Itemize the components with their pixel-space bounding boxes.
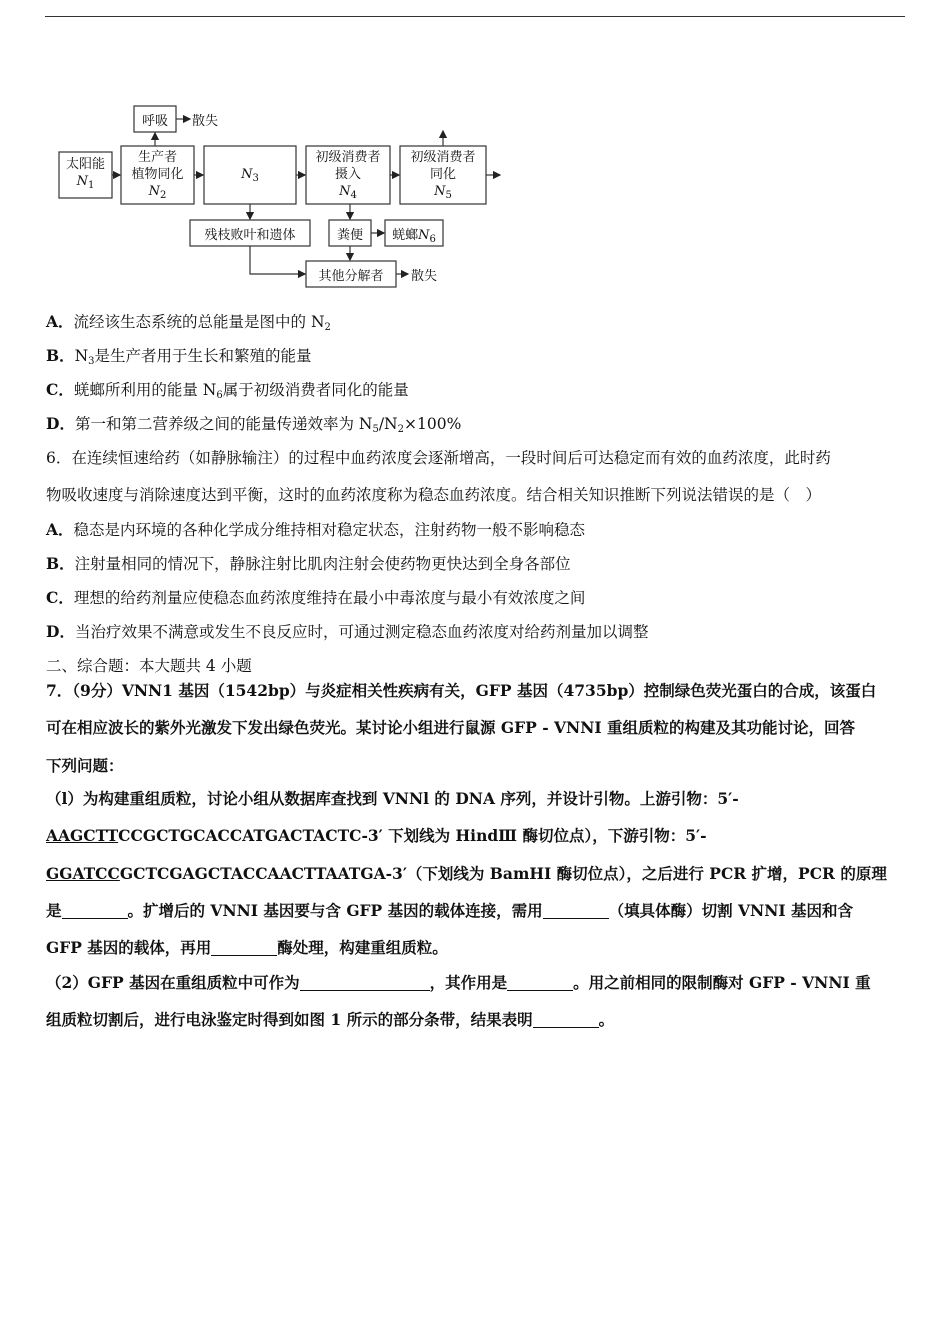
text: （2）GFP 基因在重组质粒中可作为 xyxy=(46,973,300,992)
q7-line-7 xyxy=(46,901,853,921)
dung-beetle-box: 蜣螂$N_6$ xyxy=(392,228,436,245)
answer-blank[interactable] xyxy=(507,974,573,991)
q7-line-6 xyxy=(46,864,887,884)
option-text: 理想的给药剂量应使稳态血药浓度维持在最小中毒浓度与最小有效浓度之间 xyxy=(73,589,586,607)
restriction-site-bamhi: GGATCC xyxy=(46,864,120,883)
text: 。扩增后的 VNNI 基因要与含 GFP 基因的载体连接，需用 xyxy=(127,901,543,920)
assim-box xyxy=(400,149,486,204)
q7-line-2: 可在相应波长的紫外光激发下发出绿色荧光。某讨论小组进行鼠源 GFP - VNNI 重组质粒的构建及其功能讨论，回答 xyxy=(46,718,856,737)
q6-option-c xyxy=(46,588,585,608)
producer-box xyxy=(121,149,194,204)
subscript: 2 xyxy=(397,424,404,435)
text: 是 xyxy=(46,901,62,920)
option-key: C． xyxy=(46,588,74,607)
answer-blank[interactable] xyxy=(533,1011,599,1028)
sun-label: 太阳能 xyxy=(65,157,105,172)
option-text: 属于初级消费者同化的能量 xyxy=(222,381,409,399)
q7-line-3: 下列问题： xyxy=(46,756,124,775)
option-text: 第一和第二营养级之间的能量传递效率为 N xyxy=(74,415,373,433)
option-key: D． xyxy=(46,622,75,641)
text: 。用之前相同的限制酶对 GFP - VNNI 重 xyxy=(573,973,871,992)
q7-line-8 xyxy=(46,938,448,958)
litter-label: 残枝败叶和遗体 xyxy=(204,228,296,243)
option-key: C． xyxy=(46,380,74,399)
respiration-label: 呼吸 xyxy=(141,114,168,129)
header-rule xyxy=(45,16,905,17)
option-text: /N xyxy=(378,415,398,433)
text: ，其作用是 xyxy=(429,973,508,992)
text: GFP 基因的载体，再用 xyxy=(46,938,212,957)
assim-label-2: 同化 xyxy=(429,167,456,182)
q5-option-b xyxy=(46,346,312,372)
q6-option-a xyxy=(46,520,585,540)
q7-line-9 xyxy=(46,973,871,993)
option-text: 蜣螂所利用的能量 N xyxy=(73,381,217,399)
sun-box xyxy=(59,156,112,194)
q5-option-d xyxy=(46,414,461,440)
text: 组质粒切割后，进行电泳鉴定时得到如图 1 所示的部分条带，结果表明 xyxy=(46,1010,533,1029)
subscript: 2 xyxy=(324,322,331,333)
answer-blank[interactable] xyxy=(300,974,430,991)
subscript: 3 xyxy=(88,356,95,367)
option-key: A． xyxy=(46,520,74,539)
q6-option-d xyxy=(46,622,648,642)
assim-label-1: 初级消费者 xyxy=(410,150,476,165)
option-text: 流经该生态系统的总能量是图中的 N xyxy=(73,313,325,331)
option-text: 是生产者用于生长和繁殖的能量 xyxy=(94,347,312,365)
answer-blank[interactable] xyxy=(211,939,277,956)
producer-label-1: 生产者 xyxy=(137,150,177,165)
producer-label-2: 植物同化 xyxy=(131,167,184,182)
subscript: 5 xyxy=(372,424,379,435)
option-key: D． xyxy=(46,414,75,433)
n3-box: $N_3$ xyxy=(241,167,259,184)
restriction-site-hindiii: AAGCTT xyxy=(46,826,119,845)
option-key: B． xyxy=(46,554,75,573)
text: 酶处理，构建重组质粒。 xyxy=(277,938,448,957)
dissipate-label: 散失 xyxy=(192,114,219,129)
intake-label-1: 初级消费者 xyxy=(315,150,381,165)
sun-var: $N_1$ xyxy=(76,174,95,191)
q6-stem-line-2: 物吸收速度与消除速度达到平衡，这时的血药浓度称为稳态血药浓度。结合相关知识推断下列说法错误的是（ ） xyxy=(46,486,822,504)
producer-var: $N_2$ xyxy=(148,184,167,201)
q5-option-a xyxy=(46,312,331,338)
option-text: 稳态是内环境的各种化学成分维持相对稳定状态，注射药物一般不影响稳态 xyxy=(73,521,586,539)
subscript: 6 xyxy=(216,390,223,401)
intake-label-2: 摄入 xyxy=(334,167,361,182)
section-heading: 二、综合题：本大题共 4 小题 xyxy=(46,657,252,675)
q6-stem-line-1: 6．在连续恒速给药（如静脉输注）的过程中血药浓度会逐渐增高，一段时间后可达稳定而有效的血药浓度，此时药 xyxy=(46,449,831,467)
q7-line-1: 7．（9分）VNN1 基因（1542bp）与炎症相关性疾病有关，GFP 基因（4735bp）控制绿色荧光蛋白的合成，该蛋白 xyxy=(46,681,877,700)
option-text: 注射量相同的情况下，静脉注射比肌肉注射会使药物更快达到全身各部位 xyxy=(74,555,571,573)
option-key: B． xyxy=(46,346,75,365)
intake-box xyxy=(306,149,390,204)
q5-option-c xyxy=(46,380,409,406)
feces-label: 粪便 xyxy=(336,228,363,243)
q6-option-b xyxy=(46,554,571,574)
q7-line-5 xyxy=(46,826,707,846)
primer-text: GCTCGAGCTACCAACTTAATGA-3′（下划线为 BamHI 酶切位点），之后进行 PCR 扩增，PCR 的原理 xyxy=(119,864,887,883)
option-text: N xyxy=(74,347,89,365)
text: （填具体酶）切割 VNNI 基因和含 xyxy=(608,901,854,920)
answer-blank[interactable] xyxy=(62,902,128,919)
primer-text: CCGCTGCACCATGACTACTC-3′ 下划线为 HindⅢ 酶切位点），下游引物：5′- xyxy=(118,826,707,845)
option-key: A． xyxy=(46,312,74,331)
dung-beetle-label: 蜣螂 xyxy=(392,228,419,243)
text: 。 xyxy=(598,1010,615,1029)
dissipate-label-2: 散失 xyxy=(411,269,438,284)
assim-var: $N_5$ xyxy=(434,184,452,201)
q7-line-10 xyxy=(46,1010,614,1030)
option-text: 当治疗效果不满意或发生不良反应时，可通过测定稳态血药浓度对给药剂量加以调整 xyxy=(74,623,649,641)
option-text: ×100% xyxy=(404,415,462,433)
answer-blank[interactable] xyxy=(543,902,609,919)
diagram-labels xyxy=(50,98,510,298)
decomposers-label: 其他分解者 xyxy=(318,269,384,284)
q7-line-4: （l）为构建重组质粒，讨论小组从数据库查找到 VNNl 的 DNA 序列，并设计引物。上游引物：5′- xyxy=(46,789,739,808)
intake-var: $N_4$ xyxy=(339,184,357,201)
